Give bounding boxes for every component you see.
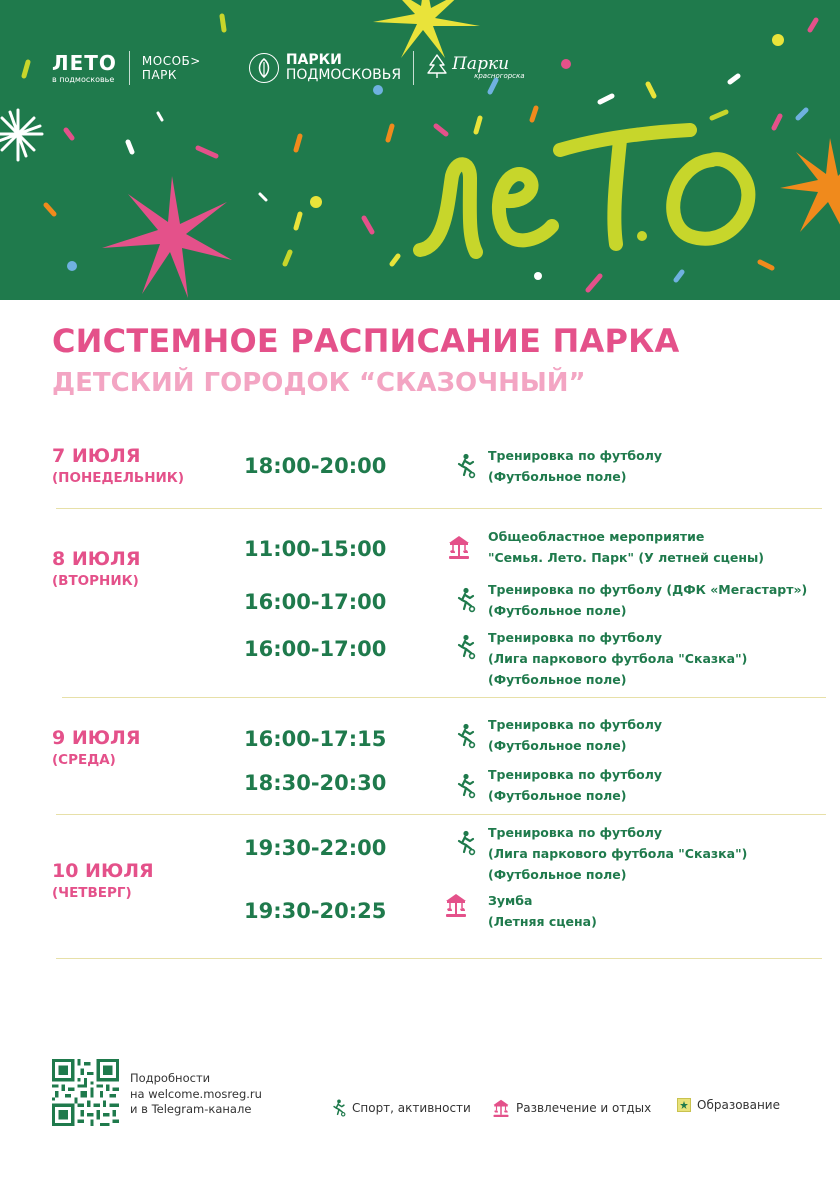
pink-starburst-icon (102, 176, 232, 298)
footer-info-line: и в Telegram-канале (130, 1102, 252, 1116)
logo-divider (129, 51, 130, 85)
day-date: 8 ИЮЛЯ (52, 548, 141, 570)
event-line: (Летняя сцена) (488, 914, 597, 929)
decor-confetti (0, 0, 840, 300)
event-description (488, 526, 764, 568)
logo-divider (413, 51, 414, 85)
carousel-icon (447, 534, 471, 560)
event-line: (Футбольное поле) (488, 469, 627, 484)
event-line: (Футбольное поле) (488, 672, 627, 687)
legend-sport (332, 1098, 471, 1118)
event-line: (Футбольное поле) (488, 603, 627, 618)
logo-leto[interactable] (52, 50, 117, 84)
legend-label: Развлечение и отдых (516, 1101, 652, 1115)
footer-info (130, 1071, 262, 1118)
day-date: 7 ИЮЛЯ (52, 445, 141, 467)
event-time: 19:30-20:25 (244, 899, 387, 923)
event-line: Тренировка по футболу (488, 717, 663, 732)
sport-icon (454, 773, 478, 799)
event-line: Зумба (488, 893, 533, 908)
event-time: 16:00-17:00 (244, 590, 387, 614)
event-line: Тренировка по футболу (488, 767, 663, 782)
event-time: 18:30-20:30 (244, 771, 387, 795)
sport-icon (454, 723, 478, 749)
day-divider (56, 958, 822, 959)
event-line: "Семья. Лето. Парк" (У летней сцены) (488, 550, 765, 565)
partner-logos (52, 48, 525, 88)
day-weekday: (ВТОРНИК) (52, 573, 139, 589)
event-line: Тренировка по футболу (488, 630, 663, 645)
legend-label: Образование (697, 1098, 780, 1112)
event-line: Общеобластное мероприятие (488, 529, 705, 544)
footer-info-line: Подробности (130, 1071, 211, 1085)
logo-leto-title: ЛЕТО (52, 50, 117, 75)
event-description (488, 764, 662, 806)
event-time: 16:00-17:15 (244, 727, 387, 751)
day-weekday: (ЧЕТВЕРГ) (52, 885, 132, 901)
event-line: Тренировка по футболу (ДФК «Мегастарт») (488, 582, 808, 597)
logo-mosoblpark[interactable] (142, 54, 201, 83)
day-date: 10 ИЮЛЯ (52, 860, 154, 882)
sport-icon (454, 634, 478, 660)
logo-parki-line1: ПАРКИ (285, 51, 342, 68)
event-line: Тренировка по футболу (488, 825, 663, 840)
event-line: Тренировка по футболу (488, 448, 663, 463)
sport-icon (332, 1098, 346, 1118)
event-description (488, 890, 597, 932)
event-line: (Лига паркового футбола "Сказка") (488, 651, 748, 666)
white-starburst-icon (0, 110, 42, 160)
page-subtitle: ДЕТСКИЙ ГОРОДОК “СКАЗОЧНЫЙ” (52, 368, 586, 398)
day-divider (56, 814, 826, 815)
logo-parki-line2: ПОДМОСКОВЬЯ (285, 67, 402, 83)
logo-kras-line2: красногорска (474, 72, 525, 80)
event-time: 11:00-15:00 (244, 537, 387, 561)
event-time: 18:00-20:00 (244, 454, 387, 478)
footer-info-line[interactable]: на welcome.mosreg.ru (130, 1086, 262, 1101)
event-description (488, 714, 662, 756)
sport-icon (454, 587, 478, 613)
logo-kras-line1: Парки (452, 54, 510, 74)
carousel-icon (444, 892, 468, 918)
legend-label: Спорт, активности (352, 1101, 471, 1115)
day-divider (56, 508, 822, 509)
orange-starburst-icon (780, 138, 840, 236)
day-divider (62, 697, 826, 698)
event-description (488, 445, 662, 487)
logo-mosoblpark-line2: ПАРК (141, 68, 177, 82)
day-weekday: (ПОНЕДЕЛЬНИК) (52, 470, 185, 486)
event-line: (Футбольное поле) (488, 788, 627, 803)
qr-code[interactable] (52, 1059, 119, 1126)
day-date: 9 ИЮЛЯ (52, 727, 141, 749)
event-description (488, 579, 807, 621)
event-description (488, 627, 747, 690)
page-title: СИСТЕМНОЕ РАСПИСАНИЕ ПАРКА (52, 322, 680, 360)
event-time: 19:30-22:00 (244, 836, 387, 860)
day-weekday: (СРЕДА) (52, 752, 116, 768)
event-description (488, 822, 747, 885)
header-banner (0, 0, 840, 300)
logo-mosoblpark-line1: МОСОБ> (141, 53, 201, 68)
legend-entertainment (492, 1098, 651, 1118)
event-line: (Лига паркового футбола "Сказка") (488, 846, 748, 861)
hero-lettering-artwork (420, 130, 748, 252)
event-line: (Футбольное поле) (488, 867, 627, 882)
sport-icon (454, 830, 478, 856)
event-time: 16:00-17:00 (244, 637, 387, 661)
logo-parki-krasnogorska[interactable] (426, 53, 524, 83)
logo-parki-podmoskovya[interactable] (249, 53, 401, 84)
tree-icon (426, 53, 448, 83)
event-line: (Футбольное поле) (488, 738, 627, 753)
leaf-icon (249, 53, 279, 83)
legend-education (677, 1098, 780, 1112)
carousel-icon (492, 1098, 510, 1118)
sport-icon (454, 453, 478, 479)
logo-leto-subtitle: в подмосковье (52, 74, 115, 84)
education-icon (677, 1098, 691, 1112)
